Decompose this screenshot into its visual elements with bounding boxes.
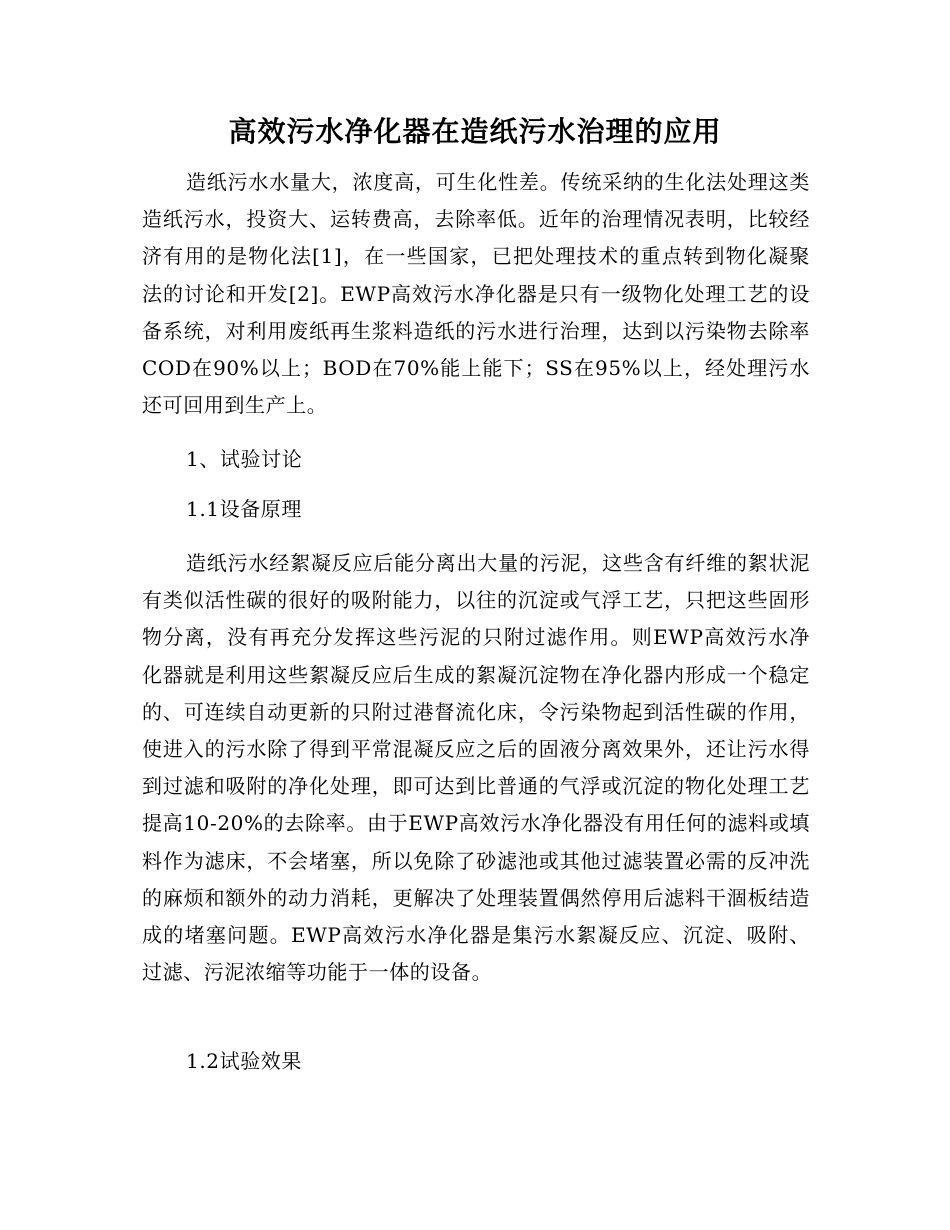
section-heading-1-2: 1.2试验效果 bbox=[186, 1049, 303, 1073]
document-title: 高效污水净化器在造纸污水治理的应用 bbox=[228, 115, 722, 148]
section-heading-1-1: 1.1设备原理 bbox=[186, 497, 303, 521]
section-1-1-paragraph: 造纸污水经絮凝反应后能分离出大量的污泥，这些含有纤维的絮状泥有类似活性碳的很好的吸附能力，以往的沉淀或气浮工艺，只把这些固形物分离，没有再充分发挥这些污泥的只附过滤作用。则EWP高效污水净化器就是利用这些絮凝反应后生成的絮凝沉淀物在净化器内形成一个稳定的、可连续自动更新的只附过港督流化床，令污染物起到活性碳的作用，使进入的污水除了得到平常混凝反应之后的固液分离效果外，还让污水得到过滤和吸附的净化处理，即可达到比普通的气浮或沉淀的物化处理工艺提高10-20%的去除率。由于EWP高效污水净化器没有用任何的滤料或填料作为滤床，不会堵塞，所以免除了砂滤池或其他过滤装置必需的反冲洗的麻烦和额外的动力消耗，更解决了处理装置偶然停用后滤料干涸板结造成的堵塞问题。EWP高效污水净化器是集污水絮凝反应、沉淀、吸附、过滤、污泥浓缩等功能于一体的设备。 bbox=[142, 551, 810, 985]
intro-paragraph: 造纸污水水量大，浓度高，可生化性差。传统采纳的生化法处理这类造纸污水，投资大、运转费高，去除率低。近年的治理情况表明，比较经济有用的是物化法[1]，在一些国家，已把处理技术的重点转到物化凝聚法的讨论和开发[2]。EWP高效污水净化器是只有一级物化处理工艺的设备系统，对利用废纸再生浆料造纸的污水进行治理，达到以污染物去除率COD在90%以上；BOD在70%能上能下；SS在95%以上，经处理污水还可回用到生产上。 bbox=[142, 170, 810, 418]
section-heading-1: 1、试验讨论 bbox=[186, 447, 303, 471]
